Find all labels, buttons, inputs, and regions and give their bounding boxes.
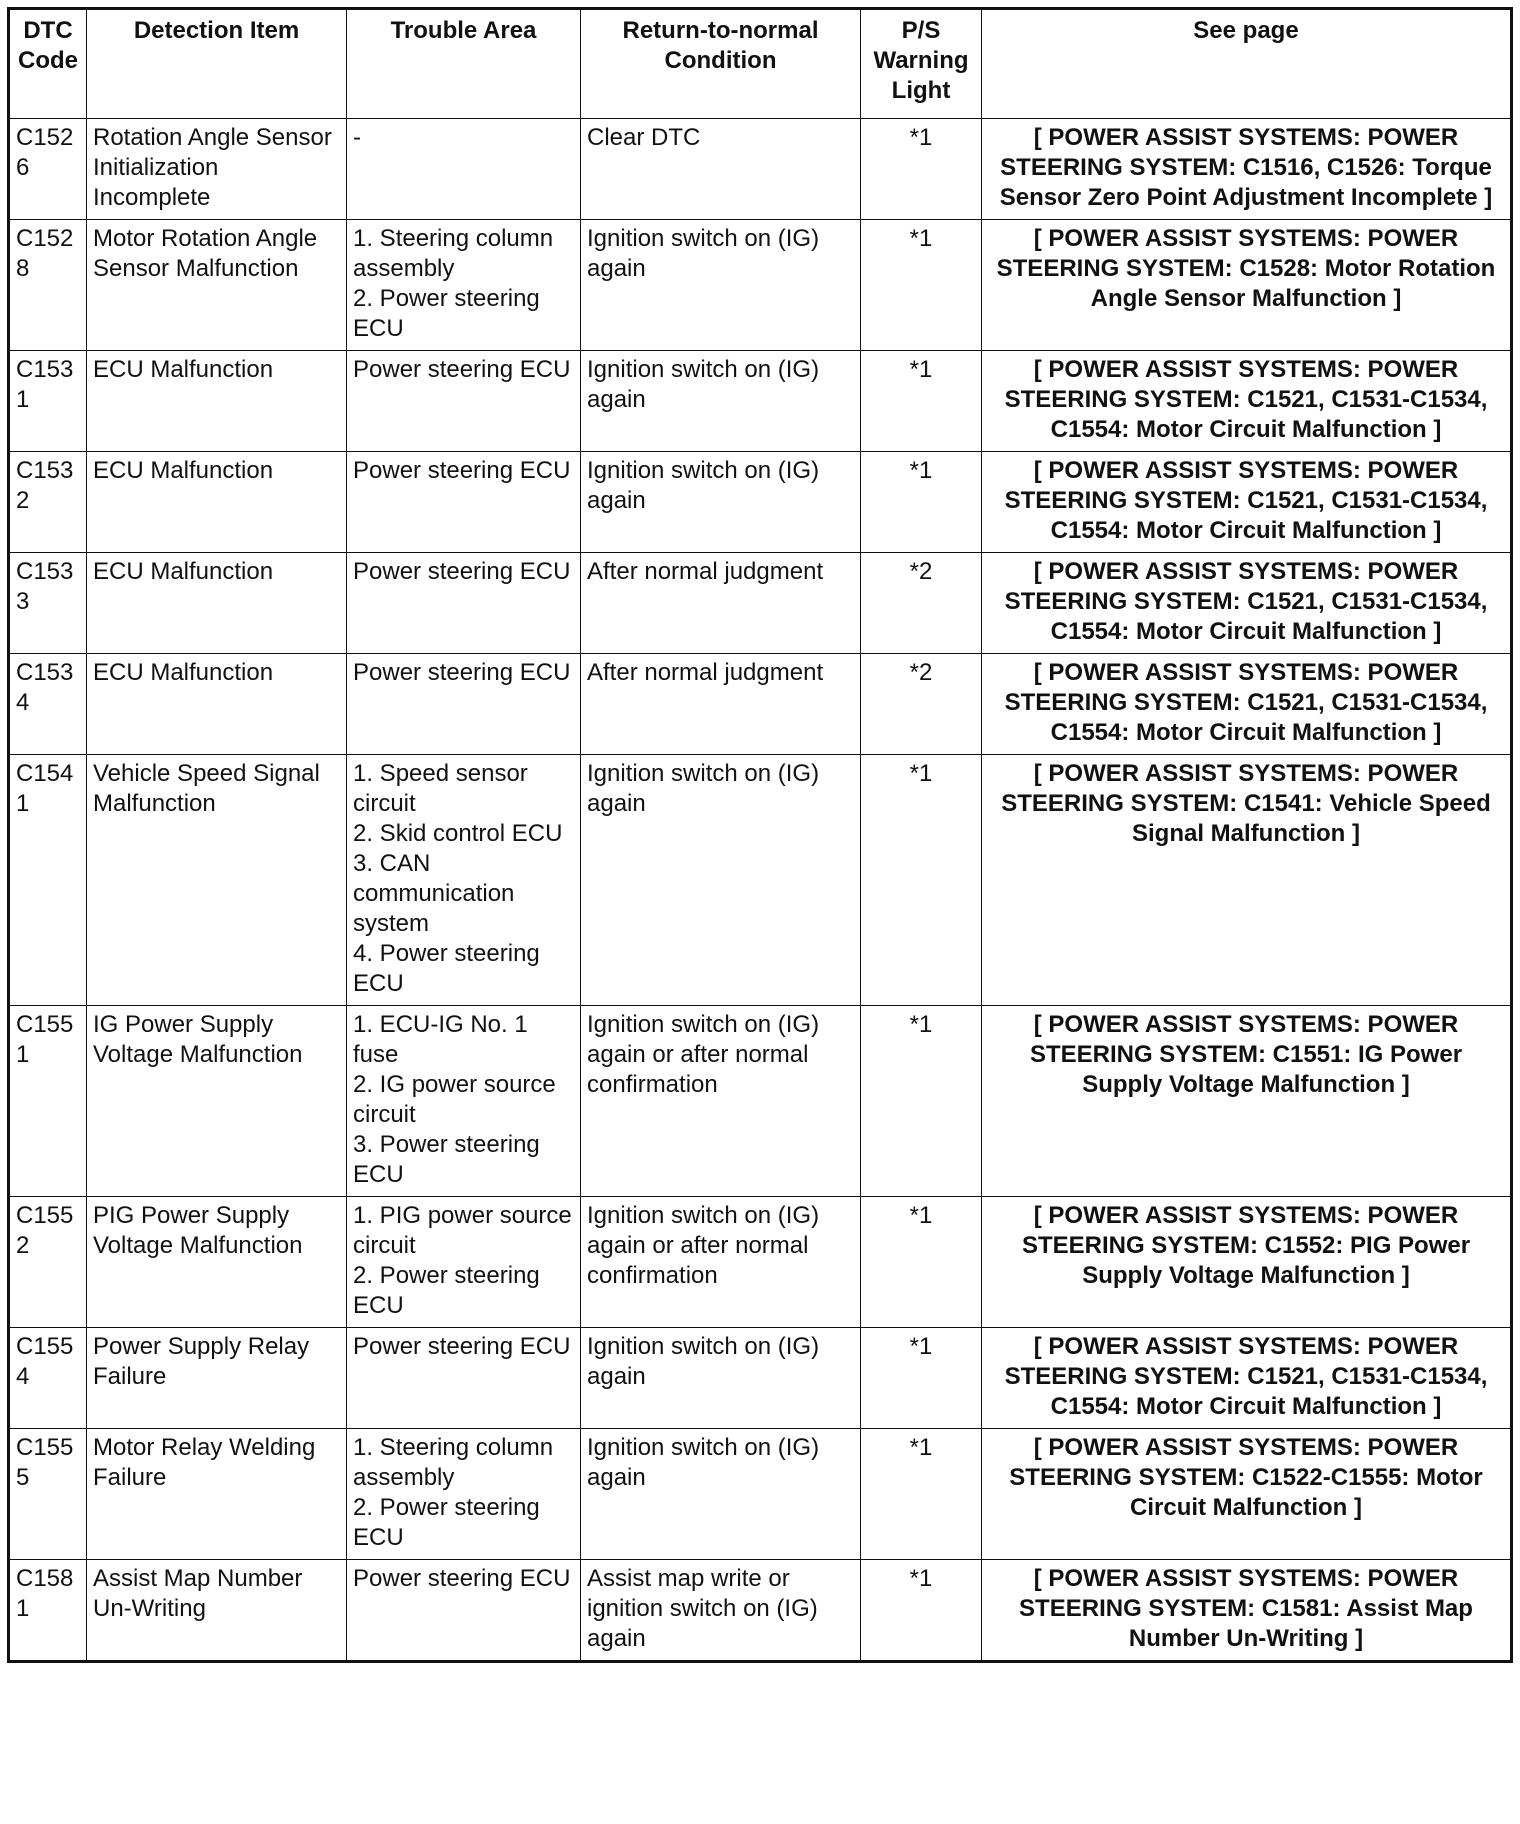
trouble-area-line: Power steering ECU bbox=[353, 659, 571, 686]
trouble-area-line: 2. Skid control ECU bbox=[353, 820, 563, 847]
header-dtc-code: DTC Code bbox=[9, 9, 87, 119]
see-page-link: [ POWER ASSIST SYSTEMS: POWER STEERING SYSTEM: C1551: IG Power Supply Voltage Malfunction ] bbox=[982, 1006, 1512, 1197]
trouble-area-cell bbox=[347, 220, 581, 351]
return-condition-cell: Ignition switch on (IG) again bbox=[581, 755, 861, 1006]
dtc-code-cell: C1534 bbox=[9, 654, 87, 755]
return-condition-cell: Assist map write or ignition switch on (IG) again bbox=[581, 1560, 861, 1662]
trouble-area-cell bbox=[347, 1006, 581, 1197]
trouble-area-line: 2. IG power source circuit bbox=[353, 1071, 556, 1128]
warning-light-cell: *1 bbox=[861, 1429, 982, 1560]
trouble-area-line: 2. Power steering ECU bbox=[353, 285, 540, 342]
header-trouble-area: Trouble Area bbox=[347, 9, 581, 119]
see-page-link: [ POWER ASSIST SYSTEMS: POWER STEERING SYSTEM: C1522-C1555: Motor Circuit Malfunction ] bbox=[982, 1429, 1512, 1560]
dtc-code-cell: C1555 bbox=[9, 1429, 87, 1560]
trouble-area-cell bbox=[347, 1429, 581, 1560]
dtc-code-cell: C1551 bbox=[9, 1006, 87, 1197]
return-condition-cell: Ignition switch on (IG) again bbox=[581, 220, 861, 351]
detection-item-cell: Vehicle Speed Signal Malfunction bbox=[87, 755, 347, 1006]
trouble-area-cell bbox=[347, 553, 581, 654]
trouble-area-cell bbox=[347, 1328, 581, 1429]
trouble-area-line: Power steering ECU bbox=[353, 356, 571, 383]
warning-light-cell: *1 bbox=[861, 1197, 982, 1328]
see-page-link: [ POWER ASSIST SYSTEMS: POWER STEERING SYSTEM: C1581: Assist Map Number Un-Writing ] bbox=[982, 1560, 1512, 1662]
return-condition-cell: Ignition switch on (IG) again bbox=[581, 452, 861, 553]
see-page-link: [ POWER ASSIST SYSTEMS: POWER STEERING SYSTEM: C1521, C1531-C1534, C1554: Motor Circuit Malfunction ] bbox=[982, 654, 1512, 755]
table-row bbox=[9, 220, 1512, 351]
trouble-area-line: 2. Power steering ECU bbox=[353, 1494, 540, 1551]
dtc-code-cell: C1528 bbox=[9, 220, 87, 351]
trouble-area-line: - bbox=[353, 124, 361, 151]
trouble-area-line: 3. CAN communication system bbox=[353, 850, 515, 937]
trouble-area-cell bbox=[347, 1197, 581, 1328]
table-row bbox=[9, 654, 1512, 755]
warning-light-cell: *1 bbox=[861, 1328, 982, 1429]
header-see-page: See page bbox=[982, 9, 1512, 119]
see-page-link: [ POWER ASSIST SYSTEMS: POWER STEERING SYSTEM: C1541: Vehicle Speed Signal Malfunction ] bbox=[982, 755, 1512, 1006]
table-row bbox=[9, 553, 1512, 654]
table-row bbox=[9, 1429, 1512, 1560]
dtc-code-cell: C1552 bbox=[9, 1197, 87, 1328]
trouble-area-cell bbox=[347, 119, 581, 220]
header-row bbox=[9, 9, 1512, 119]
return-condition-cell: Clear DTC bbox=[581, 119, 861, 220]
warning-light-cell: *2 bbox=[861, 553, 982, 654]
see-page-link: [ POWER ASSIST SYSTEMS: POWER STEERING SYSTEM: C1528: Motor Rotation Angle Sensor Malfunction ] bbox=[982, 220, 1512, 351]
warning-light-cell: *1 bbox=[861, 351, 982, 452]
table-row bbox=[9, 1328, 1512, 1429]
table-row bbox=[9, 1560, 1512, 1662]
detection-item-cell: ECU Malfunction bbox=[87, 654, 347, 755]
dtc-code-cell: C1581 bbox=[9, 1560, 87, 1662]
table-row bbox=[9, 1197, 1512, 1328]
dtc-code-cell: C1533 bbox=[9, 553, 87, 654]
return-condition-cell: After normal judgment bbox=[581, 654, 861, 755]
table-row bbox=[9, 755, 1512, 1006]
warning-light-cell: *1 bbox=[861, 1560, 982, 1662]
trouble-area-line: 3. Power steering ECU bbox=[353, 1131, 540, 1188]
trouble-area-line: 1. Speed sensor circuit bbox=[353, 760, 528, 817]
dtc-code-cell: C1526 bbox=[9, 119, 87, 220]
detection-item-cell: Power Supply Relay Failure bbox=[87, 1328, 347, 1429]
return-condition-cell: Ignition switch on (IG) again bbox=[581, 1328, 861, 1429]
header-detection-item: Detection Item bbox=[87, 9, 347, 119]
trouble-area-line: Power steering ECU bbox=[353, 1333, 571, 1360]
dtc-table bbox=[7, 7, 1513, 1663]
trouble-area-line: 1. ECU-IG No. 1 fuse bbox=[353, 1011, 528, 1068]
detection-item-cell: ECU Malfunction bbox=[87, 452, 347, 553]
see-page-link: [ POWER ASSIST SYSTEMS: POWER STEERING SYSTEM: C1521, C1531-C1534, C1554: Motor Circuit Malfunction ] bbox=[982, 1328, 1512, 1429]
trouble-area-line: 1. Steering column assembly bbox=[353, 225, 554, 282]
header-return-condition: Return-to-normal Condition bbox=[581, 9, 861, 119]
return-condition-cell: After normal judgment bbox=[581, 553, 861, 654]
see-page-link: [ POWER ASSIST SYSTEMS: POWER STEERING SYSTEM: C1552: PIG Power Supply Voltage Malfunction ] bbox=[982, 1197, 1512, 1328]
warning-light-cell: *1 bbox=[861, 220, 982, 351]
trouble-area-line: Power steering ECU bbox=[353, 457, 571, 484]
dtc-code-cell: C1541 bbox=[9, 755, 87, 1006]
trouble-area-line: 4. Power steering ECU bbox=[353, 940, 540, 997]
return-condition-cell: Ignition switch on (IG) again or after normal confirmation bbox=[581, 1197, 861, 1328]
warning-light-cell: *1 bbox=[861, 119, 982, 220]
trouble-area-cell bbox=[347, 351, 581, 452]
see-page-link: [ POWER ASSIST SYSTEMS: POWER STEERING SYSTEM: C1516, C1526: Torque Sensor Zero Point Adjustment Incomplete ] bbox=[982, 119, 1512, 220]
return-condition-cell: Ignition switch on (IG) again or after normal confirmation bbox=[581, 1006, 861, 1197]
trouble-area-cell bbox=[347, 1560, 581, 1662]
table-row bbox=[9, 119, 1512, 220]
dtc-code-cell: C1554 bbox=[9, 1328, 87, 1429]
warning-light-cell: *1 bbox=[861, 755, 982, 1006]
trouble-area-line: 2. Power steering ECU bbox=[353, 1262, 540, 1319]
table-row bbox=[9, 1006, 1512, 1197]
detection-item-cell: IG Power Supply Voltage Malfunction bbox=[87, 1006, 347, 1197]
table-row bbox=[9, 351, 1512, 452]
detection-item-cell: ECU Malfunction bbox=[87, 351, 347, 452]
detection-item-cell: Motor Rotation Angle Sensor Malfunction bbox=[87, 220, 347, 351]
dtc-code-cell: C1531 bbox=[9, 351, 87, 452]
table-header bbox=[9, 9, 1512, 119]
trouble-area-line: 1. PIG power source circuit bbox=[353, 1202, 572, 1259]
detection-item-cell: PIG Power Supply Voltage Malfunction bbox=[87, 1197, 347, 1328]
see-page-link: [ POWER ASSIST SYSTEMS: POWER STEERING SYSTEM: C1521, C1531-C1534, C1554: Motor Circuit Malfunction ] bbox=[982, 351, 1512, 452]
trouble-area-line: Power steering ECU bbox=[353, 1565, 571, 1592]
warning-light-cell: *1 bbox=[861, 1006, 982, 1197]
trouble-area-cell bbox=[347, 755, 581, 1006]
detection-item-cell: Rotation Angle Sensor Initialization Incomplete bbox=[87, 119, 347, 220]
table-body bbox=[9, 119, 1512, 1662]
detection-item-cell: ECU Malfunction bbox=[87, 553, 347, 654]
trouble-area-line: 1. Steering column assembly bbox=[353, 1434, 554, 1491]
detection-item-cell: Assist Map Number Un-Writing bbox=[87, 1560, 347, 1662]
warning-light-cell: *1 bbox=[861, 452, 982, 553]
header-warning-light: P/S Warning Light bbox=[861, 9, 982, 119]
trouble-area-cell bbox=[347, 654, 581, 755]
trouble-area-cell bbox=[347, 452, 581, 553]
trouble-area-line: Power steering ECU bbox=[353, 558, 571, 585]
detection-item-cell: Motor Relay Welding Failure bbox=[87, 1429, 347, 1560]
see-page-link: [ POWER ASSIST SYSTEMS: POWER STEERING SYSTEM: C1521, C1531-C1534, C1554: Motor Circuit Malfunction ] bbox=[982, 553, 1512, 654]
see-page-link: [ POWER ASSIST SYSTEMS: POWER STEERING SYSTEM: C1521, C1531-C1534, C1554: Motor Circuit Malfunction ] bbox=[982, 452, 1512, 553]
warning-light-cell: *2 bbox=[861, 654, 982, 755]
table-row bbox=[9, 452, 1512, 553]
return-condition-cell: Ignition switch on (IG) again bbox=[581, 1429, 861, 1560]
dtc-code-cell: C1532 bbox=[9, 452, 87, 553]
return-condition-cell: Ignition switch on (IG) again bbox=[581, 351, 861, 452]
